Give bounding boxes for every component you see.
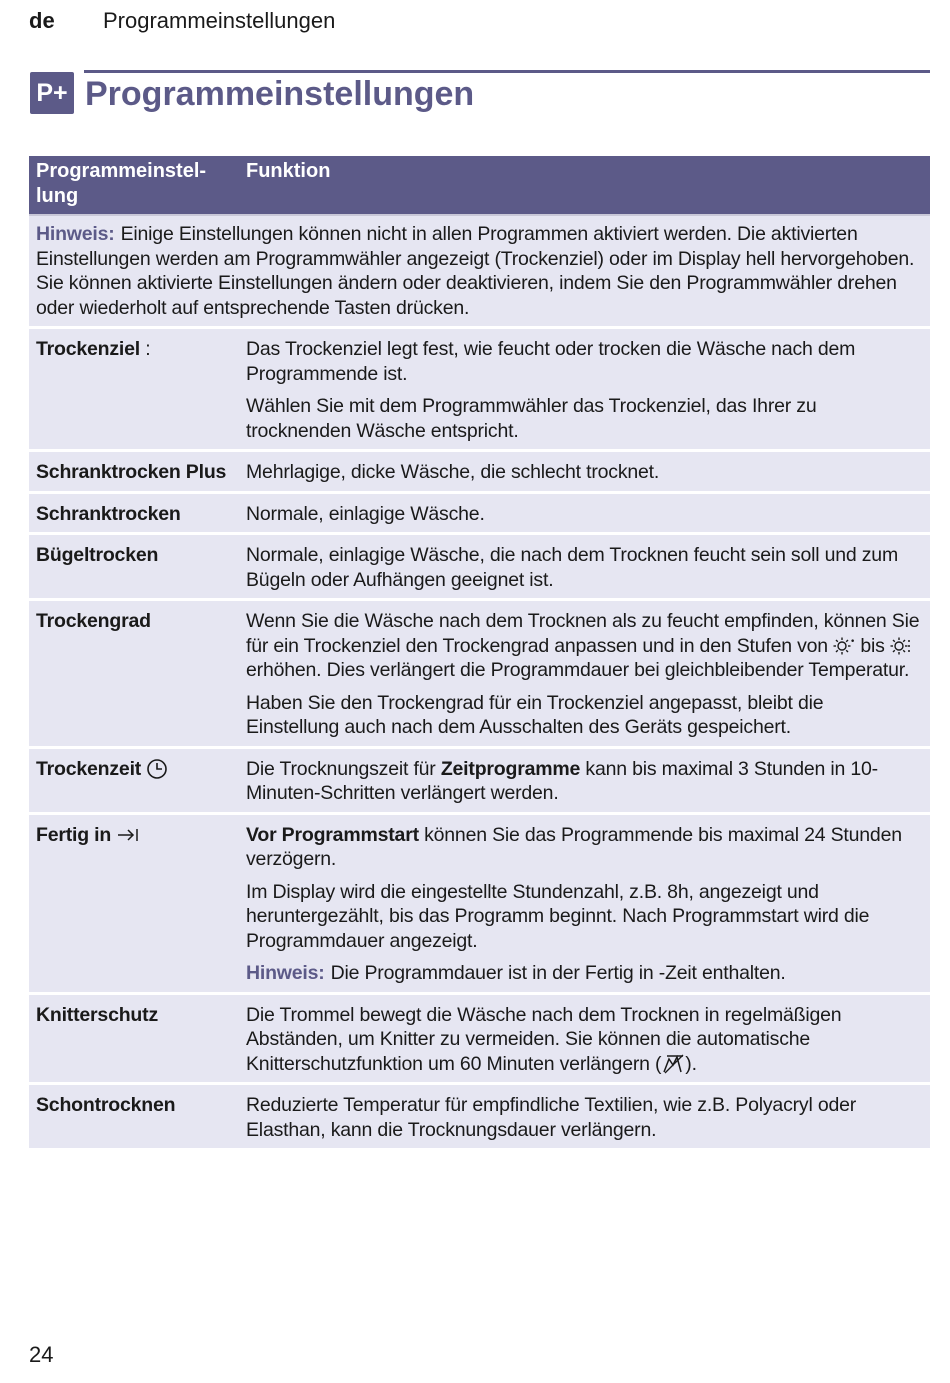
- setting-name: Trockengrad: [36, 610, 151, 632]
- description: Mehrlagige, dicke Wäsche, die schlecht trocknet.: [246, 461, 660, 483]
- running-head: [29, 8, 336, 34]
- sun-low-icon: [833, 637, 855, 655]
- header-col-setting: Programmeinstel- lung: [36, 160, 207, 207]
- description: Vor Programmstart können Sie das Programmende bis maximal 24 Stunden verzögern.: [246, 823, 902, 870]
- table-row-trockengrad: [29, 601, 930, 749]
- hint-label: Hinweis:: [36, 223, 115, 245]
- setting-suffix: :: [140, 338, 151, 360]
- setting-name: Trockenzeit: [36, 757, 142, 780]
- settings-table: [29, 156, 930, 1151]
- clock-icon: [146, 758, 168, 780]
- table-row-buegeltrocken: [29, 535, 930, 601]
- header-col-function: Funktion: [246, 160, 331, 182]
- description: Normale, einlagige Wäsche, die nach dem Trocknen feucht sein soll und zum Bügeln oder Aufhängen geeignet ist.: [246, 544, 898, 591]
- table-row-fertig-in: [29, 815, 930, 995]
- table-row-trockenzeit: [29, 749, 930, 815]
- description: Das Trockenziel legt fest, wie feucht oder trocken die Wäsche nach dem Programmende ist.: [246, 338, 856, 385]
- table-row-knitterschutz: [29, 995, 930, 1086]
- table-row-schranktrocken: [29, 494, 930, 536]
- table-row-hint: [29, 216, 930, 329]
- setting-name: Fertig in: [36, 823, 112, 846]
- setting-name: Trockenziel: [36, 338, 141, 360]
- hint-text: Einige Einstellungen können nicht in allen Programmen aktiviert werden. Die aktivierten Einstellungen werden am Programmwähler angezeigt (Trockenziel) oder im Display hell hervorgehoben. Sie können aktivierte Einstellungen ändern oder deaktivieren, indem Sie den Programmwähler drehen oder wiederholt auf entsprechende Tasten drücken.: [36, 223, 915, 319]
- description: Reduzierte Temperatur für empfindliche Textilien, wie z.B. Polyacryl oder Elasthan, kann die Trocknungsdauer verlängern.: [246, 1094, 857, 1141]
- description: Normale, einlagige Wäsche.: [246, 502, 485, 525]
- setting-name: Schranktrocken: [36, 502, 181, 525]
- language-code: de: [29, 8, 55, 33]
- arrow-to-end-icon: [116, 826, 140, 844]
- page-number: 24: [29, 1342, 54, 1367]
- setting-name: Schranktrocken Plus: [36, 461, 227, 483]
- table-row-trockenziel: [29, 329, 930, 452]
- table-row-schontrocknen: [29, 1085, 930, 1151]
- setting-name: Schontrocknen: [36, 1094, 176, 1116]
- page-title: Programmeinstellungen: [85, 75, 475, 113]
- table-row-schranktrocken-plus: [29, 452, 930, 494]
- setting-name: Bügeltrocken: [36, 544, 159, 566]
- running-section-title: Programmeinstellungen: [103, 8, 336, 33]
- table-header: [29, 156, 930, 214]
- description: Die Trocknungszeit für Zeitprogramme kann bis maximal 3 Stunden in 10-Minuten-Schritten verlängert werden.: [246, 757, 878, 804]
- description: Wenn Sie die Wäsche nach dem Trocknen als zu feucht empfinden, können Sie für ein Trockenziel den Trockengrad anpassen und in den Stufen von • bis erhöhen. Dies verlängert die Programmdauer bei gleichbleibender Temperatur.: [246, 610, 920, 681]
- program-plus-badge-icon: P+: [30, 72, 74, 114]
- description: Die Trommel bewegt die Wäsche nach dem Trocknen in regelmäßigen Abständen, um Knitter zu vermeiden. Sie können die automatische Knitterschutzfunktion um 60 Minuten verlängern ( ).: [246, 1003, 842, 1075]
- svg-text:•: •: [850, 637, 856, 648]
- heading-rule: [84, 70, 930, 73]
- inline-hint: Hinweis: Die Programmdauer ist in der Fertig in -Zeit enthalten.: [246, 962, 786, 984]
- sun-high-icon: [890, 637, 912, 655]
- description: Wählen Sie mit dem Programmwähler das Trockenziel, das Ihrer zu trocknenden Wäsche entspricht.: [246, 395, 817, 442]
- section-heading: [29, 70, 930, 120]
- description: Haben Sie den Trockengrad für ein Trockenziel angepasst, bleibt die Einstellung auch nach dem Ausschalten des Geräts gespeichert.: [246, 691, 824, 738]
- setting-name: Knitterschutz: [36, 1003, 158, 1026]
- description: Im Display wird die eingestellte Stundenzahl, z.B. 8h, angezeigt und heruntergezählt, bis das Programm beginnt. Nach Programmstart wird die Programmdauer angezeigt.: [246, 880, 870, 952]
- crease-guard-icon: [661, 1053, 685, 1075]
